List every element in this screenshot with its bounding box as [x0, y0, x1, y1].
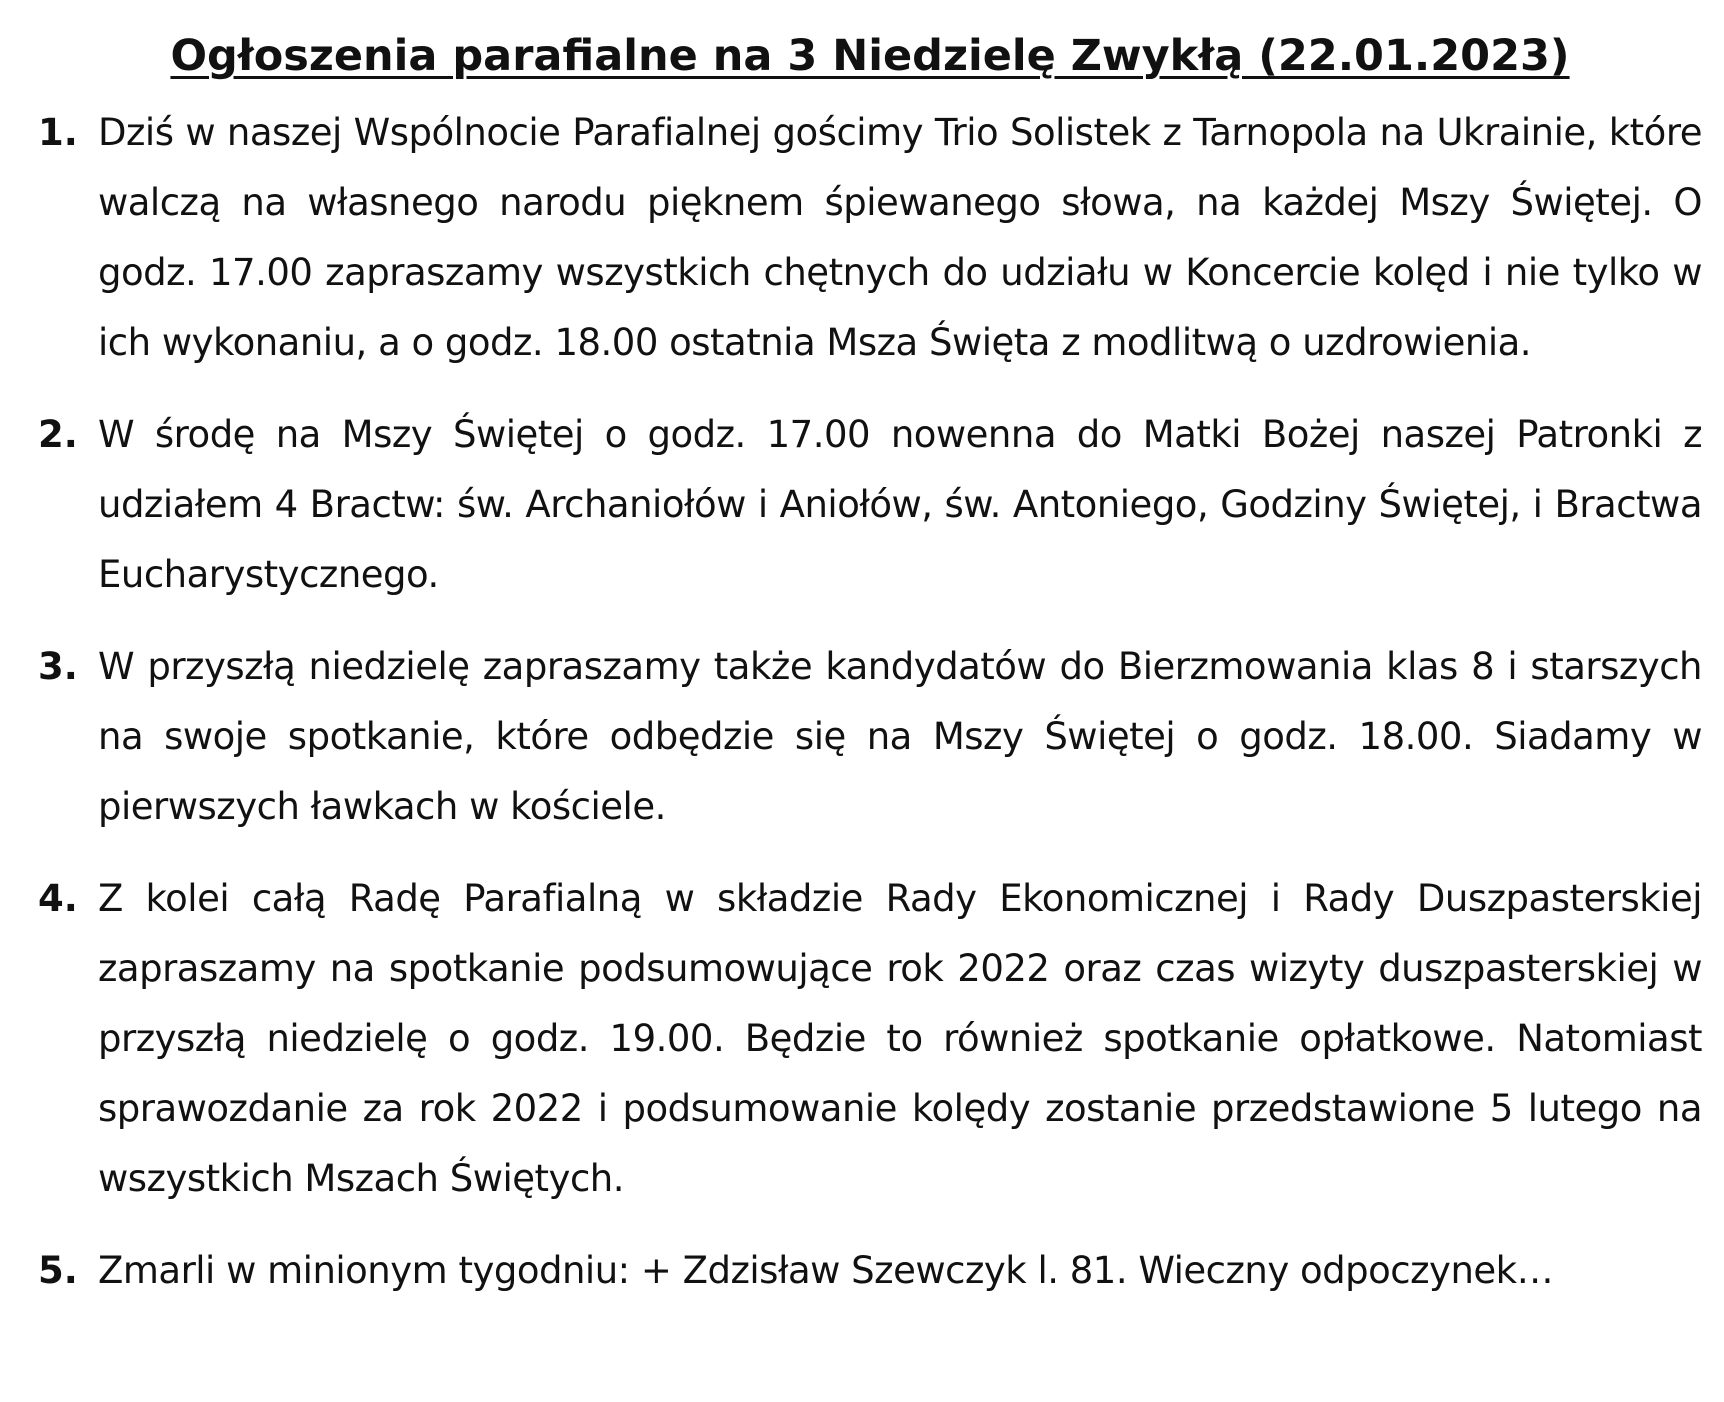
item-number: 1. — [38, 111, 78, 154]
item-text: W przyszłą niedzielę zapraszamy także kandydatów do Bierzmowania klas 8 i starszych na swoje spotkanie, które odbędzie się na Mszy Świętej o godz. 18.00. Siadamy w pierwszych ławkach w kościele. — [98, 645, 1702, 828]
announcement-item-3 — [38, 632, 1702, 842]
announcement-item-5 — [38, 1236, 1702, 1306]
item-text: Dziś w naszej Wspólnocie Parafialnej gościmy Trio Solistek z Tarnopola na Ukrainie, które walczą na własnego narodu pięknem śpiewanego słowa, na każdej Mszy Świętej. O godz. 17.00 zapraszamy wszystkich chętnych do udziału w Koncercie kolęd i nie tylko w ich wykonaniu, a o godz. 18.00 ostatnia Msza Święta z modlitwą o uzdrowienia. — [98, 111, 1702, 364]
announcement-item-1 — [38, 98, 1702, 378]
item-number: 5. — [38, 1249, 78, 1292]
item-text: Zmarli w minionym tygodniu: + Zdzisław Szewczyk l. 81. Wieczny odpoczynek… — [98, 1249, 1554, 1292]
announcement-item-2 — [38, 400, 1702, 610]
item-number: 3. — [38, 645, 78, 688]
page-title: Ogłoszenia parafialne na 3 Niedzielę Zwykłą (22.01.2023) — [170, 31, 1570, 81]
announcement-list — [38, 98, 1702, 1306]
item-number: 4. — [38, 877, 78, 920]
item-text: Z kolei całą Radę Parafialną w składzie Rady Ekonomicznej i Rady Duszpasterskiej zapraszamy na spotkanie podsumowujące rok 2022 oraz czas wizyty duszpasterskiej w przyszłą niedzielę o godz. 19.00. Będzie to również spotkanie opłatkowe. Natomiast sprawozdanie za rok 2022 i podsumowanie kolędy zostanie przedstawione 5 lutego na wszystkich Mszach Świętych. — [98, 877, 1702, 1200]
announcement-item-4 — [38, 864, 1702, 1214]
item-number: 2. — [38, 413, 78, 456]
item-text: W środę na Mszy Świętej o godz. 17.00 nowenna do Matki Bożej naszej Patronki z udziałem 4 Bractw: św. Archaniołów i Aniołów, św. Antoniego, Godziny Świętej, i Bractwa Eucharystycznego. — [98, 413, 1702, 596]
